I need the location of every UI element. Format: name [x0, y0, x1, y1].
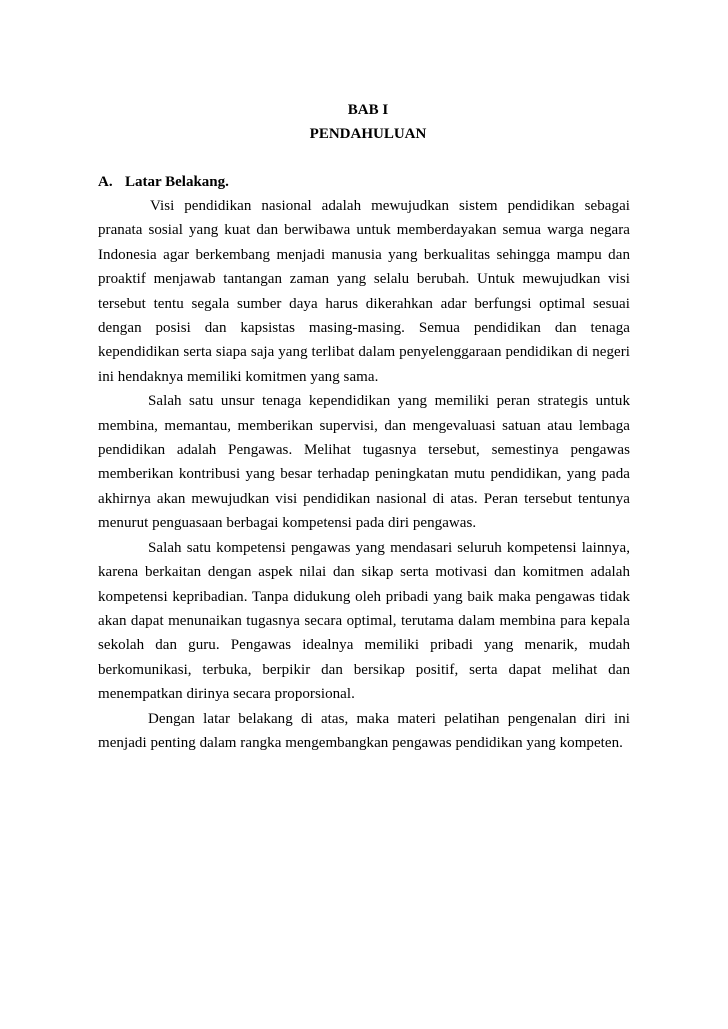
- section-marker: A.: [98, 174, 113, 190]
- paragraph: Salah satu unsur tenaga kependidikan yang memiliki peran strategis untuk membina, memantau, memberikan supervisi, dan mengevaluasi satuan atau lembaga pendidikan adalah Pengawas. Melihat tugasnya tersebut, semestinya pengawas memberikan kontribusi yang besar terhadap peningkatan mutu pendidikan, yang pada akhirnya akan mewujudkan visi pendidikan nasional di atas. Peran tersebut tentunya menurut penguasaan berbagai kompetensi pada diri pengawas.: [98, 393, 630, 532]
- chapter-number: BAB I: [347, 102, 389, 118]
- section-heading: [98, 170, 630, 194]
- document-page: [98, 98, 630, 755]
- paragraph: Salah satu kompetensi pengawas yang mendasari seluruh kompetensi lainnya, karena berkaitan dengan aspek nilai dan sikap serta motivasi dan komitmen adalah kompetensi kepribadian. Tanpa didukung oleh pribadi yang baik maka pengawas tidak akan dapat menunaikan tugasnya secara optimal, terutama dalam membina para kepala sekolah dan guru. Pengawas idealnya memiliki pribadi yang menarik, mudah berkomunikasi, terbuka, berpikir dan bersikap positif, serta dapat melihat dan menempatkan dirinya secara proporsional.: [98, 539, 630, 703]
- chapter-title: PENDAHULUAN: [309, 126, 427, 142]
- paragraph: Visi pendidikan nasional adalah mewujudkan sistem pendidikan sebagai pranata sosial yang kuat dan berwibawa untuk memberdayakan semua warga negara Indonesia agar berkembang menjadi manusia yang berkualitas sehingga mampu dan proaktif menjawab tantangan zaman yang selalu berubah. Untuk mewujudkan visi tersebut tentu segala sumber daya harus dikerahkan adar berfungsi optimal sesuai dengan posisi dan kapsistas masing-masing. Semua pendidikan dan tenaga kependidikan serta siapa saja yang terlibat dalam penyelenggaraan pendidikan di negeri ini hendaknya memiliki komitmen yang sama.: [98, 198, 630, 385]
- paragraph: Dengan latar belakang di atas, maka materi pelatihan pengenalan diri ini menjadi penting dalam rangka mengembangkan pengawas pendidikan yang kompeten.: [98, 710, 630, 751]
- section-title: Latar Belakang.: [125, 174, 229, 190]
